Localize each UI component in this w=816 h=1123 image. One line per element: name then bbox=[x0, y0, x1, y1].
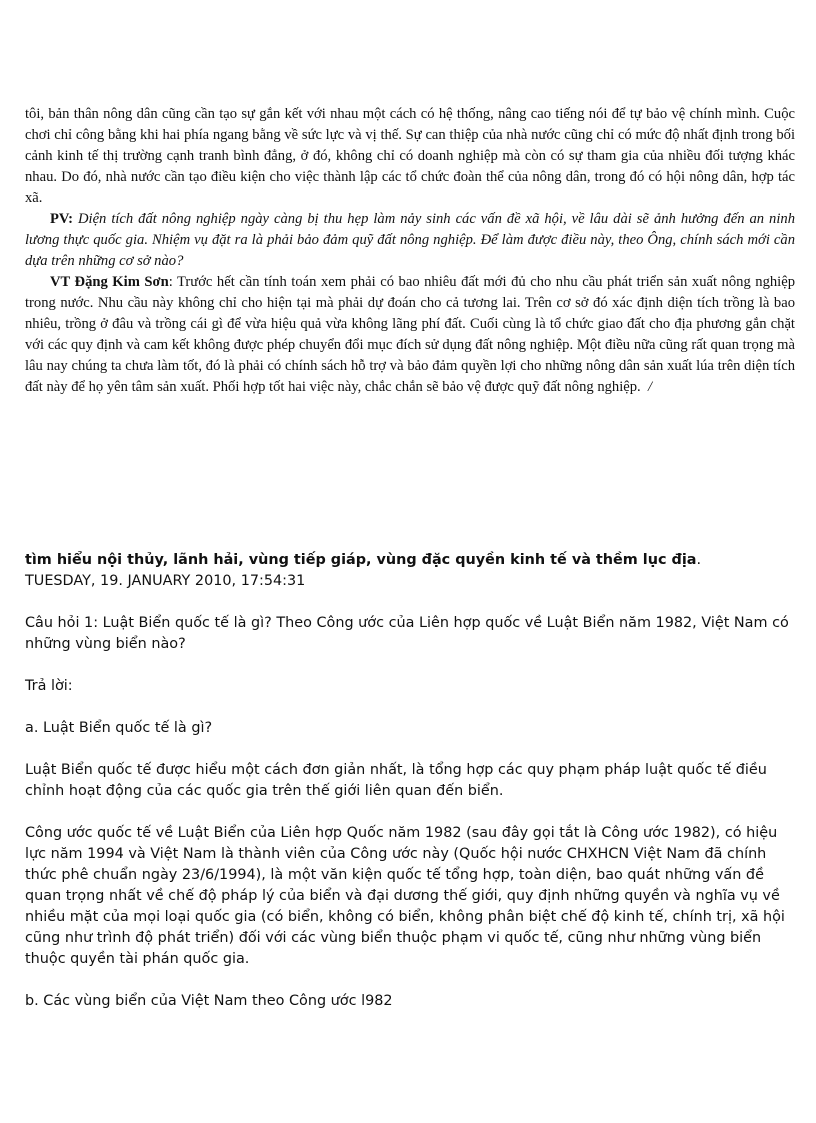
answer-speaker: VT Đặng Kim Sơn bbox=[50, 274, 169, 290]
question-speaker: PV: bbox=[50, 211, 73, 227]
paragraph-convention: Công ước quốc tế về Luật Biển của Liên hợp Quốc năm 1982 (sau đây gọi tắt là Công ước 1982), có hiệu lực năm 1994 và Việt Nam là thành viên của Công ước này (Quốc hội nước CHXHCN Việt Nam đã chính thức phê chuẩn ngày 23/6/1994), là một văn kiện quốc tế tổng hợp, toàn diện, bao quát những vấn đề quan trọng nhất về chế độ pháp lý của biển và đại dương thế giới, quy định những quyền và nghĩa vụ về nhiều mặt của mọi loại quốc gia (có biển, không có biển, không phân biệt chế độ kinh tế, chính trị, xã hội cũng như trình độ phát triển) đối với các vùng biển thuộc phạm vi quốc tế, cũng như những vùng biển thuộc quyền tài phán quốc gia. bbox=[25, 825, 785, 967]
answer-label: Trả lời: bbox=[25, 678, 73, 694]
interview-question bbox=[25, 209, 795, 272]
interview-section bbox=[25, 104, 795, 398]
article-title bbox=[25, 550, 797, 571]
end-mark: / bbox=[648, 379, 653, 395]
heading-a: a. Luật Biển quốc tế là gì? bbox=[25, 720, 213, 736]
interview-paragraph: tôi, bản thân nông dân cũng cần tạo sự gắn kết với nhau một cách có hệ thống, nâng cao tiếng nói để tự bảo vệ chính mình. Cuộc chơi chỉ công bằng khi hai phía ngang bằng về sức lực và vị thế. Sự can thiệp của nhà nước cũng chỉ có mức độ nhất định trong bối cảnh kinh tế thị trường cạnh tranh bình đẳng, ở đó, không chỉ có doanh nghiệp mà còn có sự tham gia của nhiều đối tượng khác nhau. Do đó, nhà nước cần tạo điều kiện cho việc thành lập các tổ chức đoàn thể của nông dân, trong đó có hội nông dân, hợp tác xã. bbox=[25, 106, 795, 206]
heading-b: b. Các vùng biển của Việt Nam theo Công ước l982 bbox=[25, 993, 393, 1009]
article-date: TUESDAY, 19. JANUARY 2010, 17:54:31 bbox=[25, 573, 306, 589]
article-title-end: . bbox=[696, 552, 702, 568]
question-text: Diện tích đất nông nghiệp ngày càng bị thu hẹp làm nảy sinh các vấn đề xã hội, về lâu dài sẽ ảnh hưởng đến an ninh lương thực quốc gia. Nhiệm vụ đặt ra là phải bảo đảm quỹ đất nông nghiệp. Để làm được điều này, theo Ông, chính sách mới cần dựa trên những cơ sở nào? bbox=[25, 211, 795, 269]
article-title-text: tìm hiểu nội thủy, lãnh hải, vùng tiếp giáp, vùng đặc quyền kinh tế và thềm lục địa bbox=[25, 552, 697, 568]
answer-text: : Trước hết cần tính toán xem phải có bao nhiêu đất mới đủ cho nhu cầu phát triển sản xuất nông nghiệp trong nước. Nhu cầu này không chỉ cho hiện tại mà phải dự đoán cho cả tương lai. Trên cơ sở đó xác định diện tích trồng là bao nhiêu, trồng ở đâu và trồng cái gì để vừa hiệu quả vừa không lãng phí đất. Cuối cùng là tổ chức giao đất cho địa phương gắn chặt với các quy định và cam kết không được phép chuyển đổi mục đích sử dụng đất nông nghiệp. Một điều nữa cũng rất quan trọng mà lâu nay chúng ta chưa làm tốt, đó là phải có chính sách hỗ trợ và bảo đảm quyền lợi cho những nông dân sản xuất lúa trên diện tích đất này để họ yên tâm sản xuất. Phối hợp tốt hai việc này, chắc chắn sẽ bảo vệ được quỹ đất nông nghiệp. bbox=[25, 274, 795, 395]
article-section bbox=[25, 550, 797, 1012]
interview-answer bbox=[25, 272, 795, 398]
article-question: Câu hỏi 1: Luật Biển quốc tế là gì? Theo Công ước của Liên hợp quốc về Luật Biển năm 1982, Việt Nam có những vùng biển nào? bbox=[25, 615, 789, 652]
paragraph-a: Luật Biển quốc tế được hiểu một cách đơn giản nhất, là tổng hợp các quy phạm pháp luật quốc tế điều chỉnh hoạt động của các quốc gia trên thế giới liên quan đến biển. bbox=[25, 762, 767, 799]
